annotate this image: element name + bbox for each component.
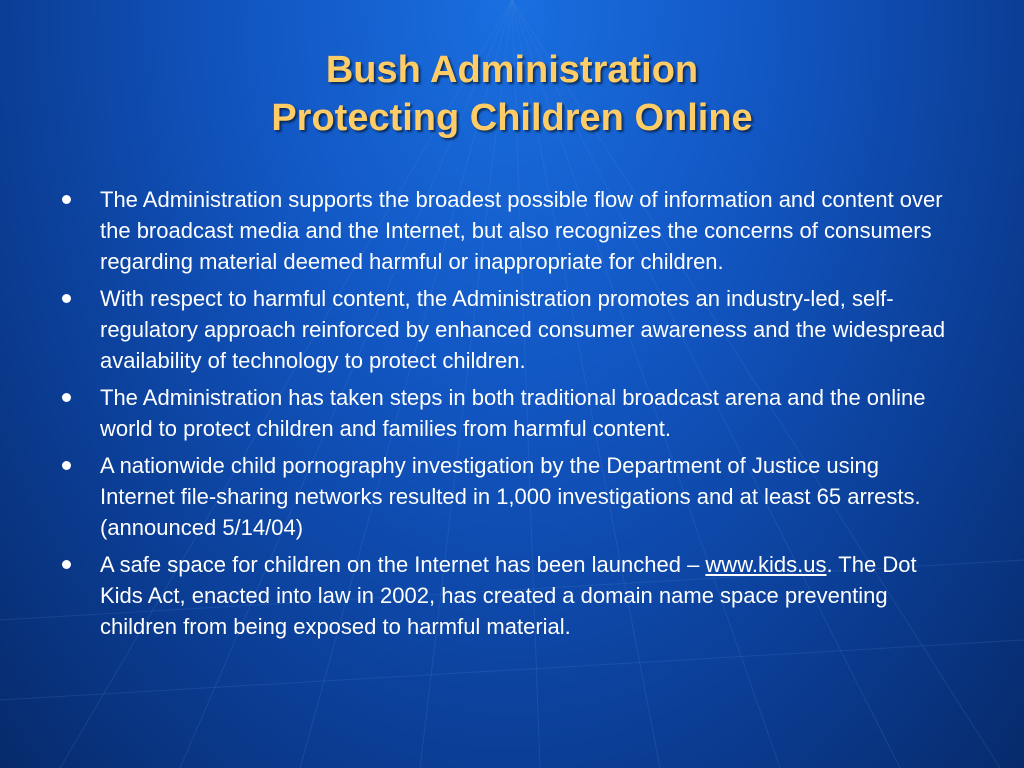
bullet-item — [58, 549, 958, 642]
bullet-dot-icon — [62, 461, 71, 470]
bullet-dot-icon — [62, 393, 71, 402]
bullet-item — [58, 184, 958, 277]
bullet-text: The Administration supports the broadest possible flow of information and content over the broadcast media and the Internet, but also recognizes the concerns of consumers regarding material deemed harmful or inappropriate for children. — [100, 187, 943, 274]
title-line-1: Bush Administration — [325, 49, 699, 91]
bullet-item — [58, 283, 958, 376]
bullet-dot-icon — [62, 560, 71, 569]
bullet-item — [58, 382, 958, 444]
slide-title — [0, 46, 1024, 142]
bullet-dot-icon — [62, 195, 71, 204]
bullet-item — [58, 450, 958, 543]
bullet-text-before-link: A safe space for children on the Internet has been launched – — [100, 552, 706, 577]
title-line-2: Protecting Children Online — [271, 97, 753, 139]
bullet-list — [58, 184, 958, 648]
kids-us-link[interactable]: www.kids.us — [705, 552, 827, 577]
bullet-text: With respect to harmful content, the Administration promotes an industry-led, self-regulatory approach reinforced by enhanced consumer awareness and the widespread availability of technology to protect children. — [100, 286, 946, 373]
bullet-text: A nationwide child pornography investigation by the Department of Justice using Internet file-sharing networks resulted in 1,000 investigations and at least 65 arrests. (announced 5/14/04) — [100, 453, 921, 540]
bullet-text-after-link: . The Dot Kids Act, enacted into law in 2002, has created a domain name space preventing children from being exposed to harmful material. — [100, 552, 917, 639]
bullet-text: The Administration has taken steps in both traditional broadcast arena and the online world to protect children and families from harmful content. — [100, 385, 926, 441]
bullet-dot-icon — [62, 294, 71, 303]
